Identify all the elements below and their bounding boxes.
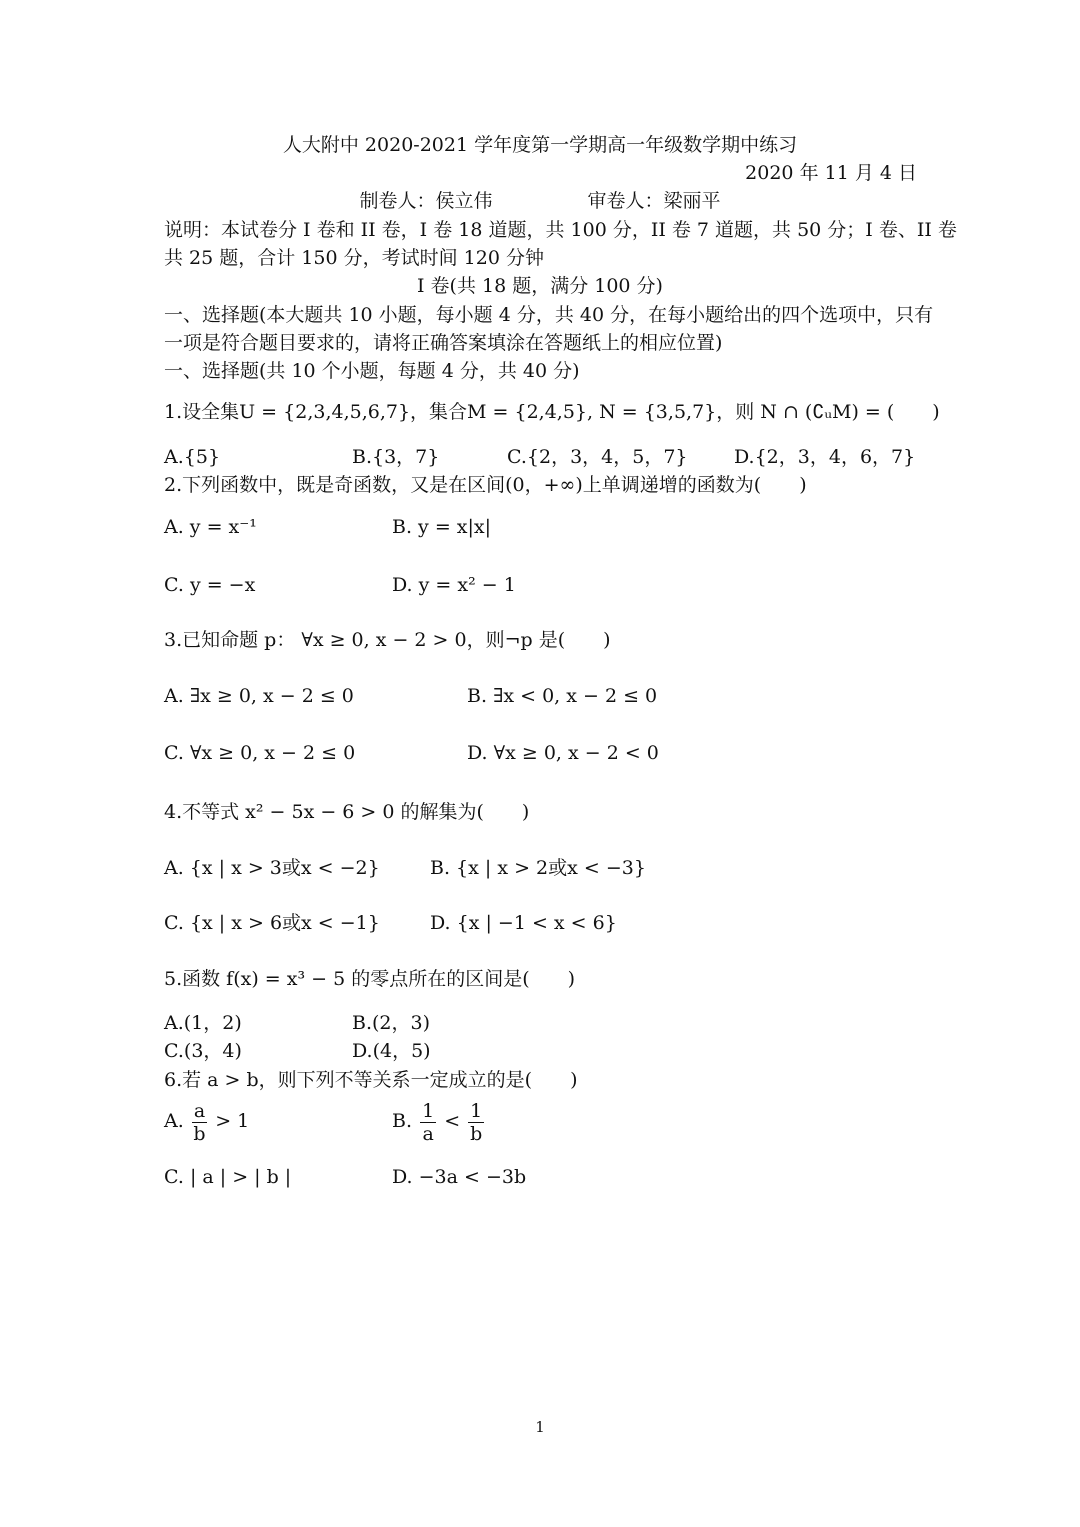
question-2-option-a: A. y = x⁻¹ (164, 516, 257, 538)
question-5-stem: 5.函数 f(x) = x³ − 5 的零点所在的区间是( ) (164, 968, 576, 990)
section-heading-line-3: 一、选择题(共 10 个小题，每题 4 分，共 40 分) (164, 360, 580, 382)
instructions-line-1: 说明：本试卷分 I 卷和 II 卷，I 卷 18 道题，共 100 分，II 卷 7 道题，共 50 分；I 卷、II 卷 (164, 219, 957, 241)
fraction-a-over-b (192, 1100, 207, 1145)
question-6-option-d: D. −3a < −3b (392, 1166, 527, 1188)
fraction-denominator: b (470, 1122, 483, 1145)
question-5-option-c: C.(3，4) (164, 1040, 242, 1062)
question-6-option-b (392, 1097, 486, 1145)
fraction-numerator: 1 (422, 1099, 435, 1122)
part-title: I 卷(共 18 题，满分 100 分) (417, 275, 663, 297)
question-6-stem: 6.若 a > b，则下列不等关系一定成立的是( ) (164, 1069, 578, 1091)
fraction-numerator: a (193, 1099, 206, 1122)
question-1-option-b: B.{3，7} (352, 446, 440, 468)
section-heading-line-2: 一项是符合题目要求的，请将正确答案填涂在答题纸上的相应位置) (164, 332, 723, 354)
question-2-option-b: B. y = x|x| (392, 516, 492, 538)
question-5-option-d: D.(4，5) (352, 1040, 431, 1062)
question-2-stem: 2.下列函数中，既是奇函数，又是在区间(0，+∞)上单调递增的函数为( ) (164, 474, 807, 496)
question-1-option-a: A.{5} (164, 446, 221, 468)
question-4-option-d: D. {x | −1 < x < 6} (430, 912, 617, 934)
question-3-option-a: A. ∃x ≥ 0, x − 2 ≤ 0 (164, 685, 354, 707)
question-1-option-c: C.{2，3，4，5，7} (507, 446, 688, 468)
fraction-1-over-a (420, 1100, 436, 1145)
question-5-option-b: B.(2，3) (352, 1012, 431, 1034)
question-2-option-c: C. y = −x (164, 574, 256, 596)
question-5-option-a: A.(1，2) (164, 1012, 242, 1034)
question-4-option-c: C. {x | x > 6或x < −1} (164, 912, 380, 934)
makers-line: 制卷人：侯立伟 审卷人：梁丽平 (359, 190, 721, 212)
exam-date: 2020 年 11 月 4 日 (745, 162, 917, 184)
section-heading-line-1: 一、选择题(本大题共 10 小题，每小题 4 分，共 40 分，在每小题给出的四个选项中，只有 (164, 304, 934, 326)
question-2-option-d: D. y = x² − 1 (392, 574, 516, 596)
option-a-prefix: A. (164, 1110, 184, 1132)
question-4-stem: 4.不等式 x² − 5x − 6 > 0 的解集为( ) (164, 801, 530, 823)
exam-title: 人大附中 2020-2021 学年度第一学期高一年级数学期中练习 (282, 134, 798, 156)
instructions-line-2: 共 25 题，合计 150 分，考试时间 120 分钟 (164, 247, 544, 269)
question-4-option-a: A. {x | x > 3或x < −2} (164, 857, 380, 879)
question-6-option-a (164, 1097, 249, 1145)
question-3-option-b: B. ∃x < 0, x − 2 ≤ 0 (467, 685, 658, 707)
option-b-prefix: B. (392, 1110, 413, 1132)
question-1-stem: 1.设全集U = {2,3,4,5,6,7}，集合M = {2,4,5}, N = {3,5,7}，则 N ∩ (∁ᵤM) = ( ) (164, 401, 940, 423)
less-than-sign: < (444, 1110, 461, 1132)
question-1-option-d: D.{2，3，4，6，7} (734, 446, 916, 468)
question-4-option-b: B. {x | x > 2或x < −3} (430, 857, 646, 879)
question-3-stem: 3.已知命题 p： ∀x ≥ 0, x − 2 > 0，则¬p 是( ) (164, 629, 611, 651)
question-3-option-d: D. ∀x ≥ 0, x − 2 < 0 (467, 742, 659, 764)
question-3-option-c: C. ∀x ≥ 0, x − 2 ≤ 0 (164, 742, 356, 764)
option-a-suffix: > 1 (215, 1110, 250, 1132)
page-number: 1 (535, 1418, 545, 1436)
fraction-numerator: 1 (470, 1099, 483, 1122)
question-6-option-c: C. | a | > | b | (164, 1166, 292, 1188)
fraction-denominator: a (422, 1122, 434, 1145)
fraction-denominator: b (193, 1122, 206, 1145)
fraction-1-over-b (468, 1100, 484, 1145)
